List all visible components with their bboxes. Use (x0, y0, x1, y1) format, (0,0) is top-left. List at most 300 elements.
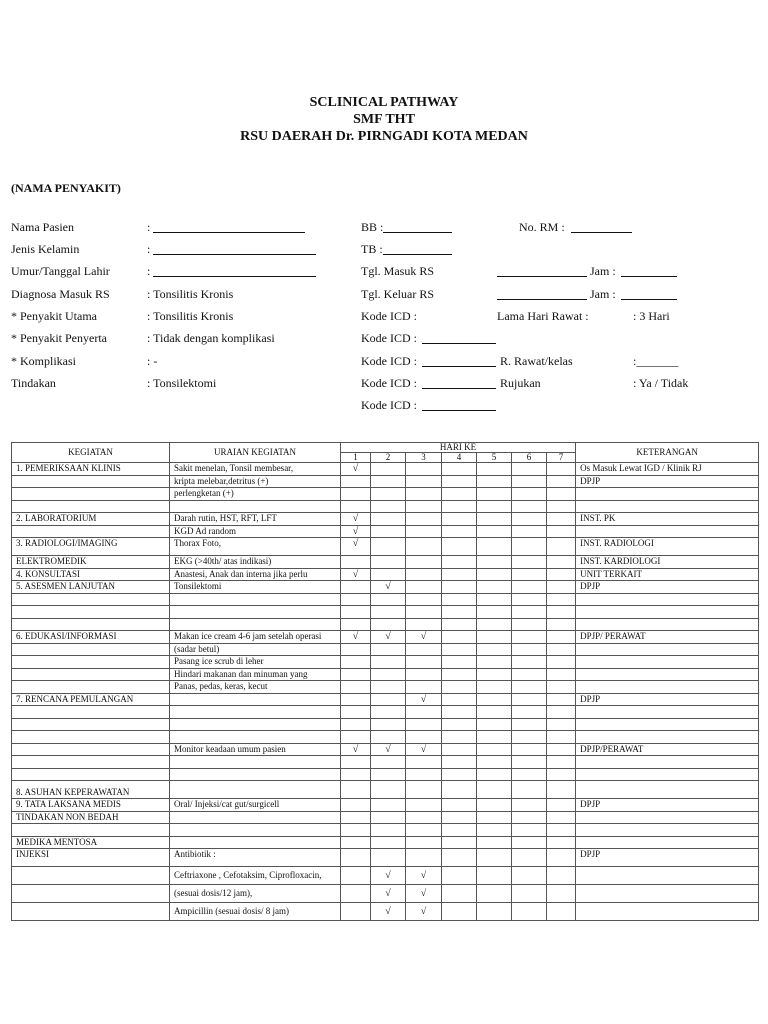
day-cell[interactable] (547, 656, 576, 669)
check-mark[interactable]: √ (406, 743, 442, 756)
day-cell[interactable] (371, 693, 406, 706)
day-cell[interactable] (442, 836, 477, 849)
check-mark[interactable]: √ (371, 581, 406, 594)
day-cell[interactable] (406, 718, 442, 731)
day-cell[interactable] (406, 731, 442, 744)
day-cell[interactable] (512, 731, 547, 744)
day-cell[interactable] (406, 849, 442, 867)
day-cell[interactable] (406, 475, 442, 488)
field-tgl-masuk[interactable] (497, 276, 587, 277)
day-cell[interactable] (512, 568, 547, 581)
kegiatan-cell (12, 743, 170, 756)
day-cell[interactable] (512, 581, 547, 594)
day-cell[interactable] (512, 538, 547, 556)
day-cell[interactable] (371, 811, 406, 824)
day-cell[interactable] (341, 706, 371, 719)
day-cell[interactable] (512, 799, 547, 812)
day-cell[interactable] (547, 606, 576, 619)
day-cell[interactable] (442, 593, 477, 606)
uraian-cell: kripta melebar,detritus (+) (170, 475, 341, 488)
day-cell[interactable] (477, 811, 512, 824)
day-cell[interactable] (547, 681, 576, 694)
day-cell[interactable] (406, 681, 442, 694)
day-cell[interactable] (442, 799, 477, 812)
day-cell[interactable] (406, 618, 442, 631)
field-jam-masuk[interactable] (621, 276, 677, 277)
day-cell[interactable] (406, 811, 442, 824)
day-cell[interactable] (341, 811, 371, 824)
day-cell[interactable] (512, 618, 547, 631)
day-cell[interactable] (477, 475, 512, 488)
day-cell[interactable] (341, 849, 371, 867)
day-cell[interactable] (442, 538, 477, 556)
uraian-cell: Sakit menelan, Tonsil membesar, (170, 463, 341, 476)
table-row (12, 556, 759, 569)
day-cell[interactable] (442, 568, 477, 581)
day-cell[interactable] (477, 836, 512, 849)
day-cell[interactable] (371, 706, 406, 719)
check-mark[interactable]: √ (406, 631, 442, 644)
pathway-table-body (12, 463, 759, 921)
table-row (12, 781, 759, 799)
day-cell[interactable] (371, 643, 406, 656)
day-cell[interactable] (406, 500, 442, 513)
day-cell[interactable] (371, 556, 406, 569)
uraian-cell: Anastesi, Anak dan interna jika perlu (170, 568, 341, 581)
day-cell[interactable] (477, 849, 512, 867)
day-cell[interactable] (406, 824, 442, 837)
uraian-cell: Darah rutin, HST, RFT, LFT (170, 513, 341, 526)
day-cell[interactable] (406, 463, 442, 476)
day-cell[interactable] (477, 643, 512, 656)
day-cell[interactable] (547, 568, 576, 581)
day-cell[interactable] (512, 681, 547, 694)
day-cell[interactable] (442, 556, 477, 569)
day-cell[interactable] (547, 593, 576, 606)
day-cell[interactable] (512, 475, 547, 488)
day-cell[interactable] (512, 513, 547, 526)
day-cell[interactable] (406, 556, 442, 569)
day-cell[interactable] (371, 500, 406, 513)
uraian-cell: Thorax Foto, (170, 538, 341, 556)
check-mark[interactable]: √ (406, 885, 442, 903)
day-cell[interactable] (442, 643, 477, 656)
day-cell[interactable] (477, 706, 512, 719)
day-cell[interactable] (547, 693, 576, 706)
day-cell[interactable] (477, 593, 512, 606)
day-cell[interactable] (371, 799, 406, 812)
day-cell[interactable] (341, 488, 371, 501)
day-cell[interactable] (406, 525, 442, 538)
field-tb[interactable] (383, 254, 452, 255)
value-tindakan: : Tonsilektomi (147, 376, 217, 390)
field-umur[interactable] (153, 276, 316, 277)
kegiatan-cell (12, 718, 170, 731)
kegiatan-cell (12, 885, 170, 903)
table-row (12, 824, 759, 837)
day-cell[interactable] (547, 811, 576, 824)
day-cell[interactable] (547, 756, 576, 769)
day-cell[interactable] (341, 500, 371, 513)
day-cell[interactable] (547, 581, 576, 594)
keterangan-cell: DPJP (576, 849, 759, 867)
check-mark[interactable]: √ (406, 903, 442, 921)
day-cell[interactable] (547, 643, 576, 656)
day-cell[interactable] (477, 824, 512, 837)
label-nama-pasien: Nama Pasien (11, 220, 74, 234)
field-no-rm[interactable] (571, 232, 632, 233)
label-kode-icd-3: Kode ICD : (361, 354, 417, 368)
field-tgl-keluar[interactable] (497, 299, 587, 300)
day-cell[interactable] (547, 836, 576, 849)
check-mark[interactable]: √ (341, 568, 371, 581)
day-cell[interactable] (371, 781, 406, 799)
day-cell[interactable] (547, 475, 576, 488)
day-cell[interactable] (341, 756, 371, 769)
uraian-cell: Oral/ Injeksi/cat gut/surgicell (170, 799, 341, 812)
day-cell[interactable] (477, 718, 512, 731)
day-cell[interactable] (512, 811, 547, 824)
day-cell[interactable] (341, 475, 371, 488)
day-cell[interactable] (371, 836, 406, 849)
check-mark[interactable]: √ (371, 631, 406, 644)
day-cell[interactable] (406, 768, 442, 781)
keterangan-cell: INST. KARDIOLOGI (576, 556, 759, 569)
day-cell[interactable] (442, 525, 477, 538)
uraian-cell (170, 731, 341, 744)
day-cell[interactable] (371, 718, 406, 731)
day-cell[interactable] (442, 903, 477, 921)
day-cell[interactable] (442, 513, 477, 526)
day-cell[interactable] (406, 513, 442, 526)
day-cell[interactable] (547, 706, 576, 719)
table-row (12, 768, 759, 781)
keterangan-cell (576, 681, 759, 694)
day-cell[interactable] (341, 768, 371, 781)
day-cell[interactable] (341, 581, 371, 594)
day-cell[interactable] (547, 525, 576, 538)
day-cell[interactable] (442, 693, 477, 706)
day-cell[interactable] (512, 693, 547, 706)
day-cell[interactable] (442, 631, 477, 644)
day-cell[interactable] (512, 463, 547, 476)
field-kode-icd-4[interactable] (422, 388, 496, 389)
day-cell[interactable] (442, 581, 477, 594)
day-cell[interactable] (371, 618, 406, 631)
keterangan-cell (576, 525, 759, 538)
day-cell[interactable] (477, 885, 512, 903)
day-cell[interactable] (547, 731, 576, 744)
day-cell[interactable] (477, 525, 512, 538)
day-cell[interactable] (442, 743, 477, 756)
day-cell[interactable] (371, 768, 406, 781)
label-jam-keluar: Jam : (590, 287, 616, 301)
day-cell[interactable] (477, 768, 512, 781)
day-cell[interactable] (547, 718, 576, 731)
day-cell[interactable] (341, 799, 371, 812)
table-row (12, 885, 759, 903)
day-cell[interactable] (547, 799, 576, 812)
day-cell[interactable] (547, 488, 576, 501)
day-cell[interactable] (477, 618, 512, 631)
check-mark[interactable]: √ (341, 463, 371, 476)
day-cell[interactable] (512, 500, 547, 513)
day-cell[interactable] (477, 568, 512, 581)
field-bb[interactable] (383, 232, 452, 233)
field-kode-icd-3[interactable] (422, 366, 496, 367)
day-cell[interactable] (512, 488, 547, 501)
day-cell[interactable] (547, 631, 576, 644)
label-umur: Umur/Tanggal Lahir (11, 264, 110, 278)
day-cell[interactable] (512, 668, 547, 681)
day-cell[interactable] (477, 631, 512, 644)
day-cell[interactable] (371, 488, 406, 501)
day-cell[interactable] (406, 706, 442, 719)
header-day: 1 (341, 453, 371, 463)
day-cell[interactable] (477, 681, 512, 694)
day-cell[interactable] (371, 731, 406, 744)
check-mark[interactable]: √ (341, 525, 371, 538)
day-cell[interactable] (442, 488, 477, 501)
day-cell[interactable] (341, 656, 371, 669)
day-cell[interactable] (512, 824, 547, 837)
day-cell[interactable] (341, 718, 371, 731)
keterangan-cell (576, 643, 759, 656)
day-cell[interactable] (442, 824, 477, 837)
day-cell[interactable] (341, 593, 371, 606)
day-cell[interactable] (547, 500, 576, 513)
table-row (12, 631, 759, 644)
day-cell[interactable] (406, 581, 442, 594)
day-cell[interactable] (477, 538, 512, 556)
day-cell[interactable] (371, 568, 406, 581)
day-cell[interactable] (477, 463, 512, 476)
day-cell[interactable] (406, 756, 442, 769)
table-row (12, 756, 759, 769)
day-cell[interactable] (406, 836, 442, 849)
day-cell[interactable] (406, 643, 442, 656)
check-mark[interactable]: √ (371, 867, 406, 885)
day-cell[interactable] (477, 513, 512, 526)
day-cell[interactable] (341, 867, 371, 885)
day-cell[interactable] (341, 668, 371, 681)
day-cell[interactable] (477, 756, 512, 769)
day-cell[interactable] (442, 885, 477, 903)
day-cell[interactable] (341, 781, 371, 799)
day-cell[interactable] (442, 731, 477, 744)
day-cell[interactable] (341, 693, 371, 706)
day-cell[interactable] (547, 668, 576, 681)
day-cell[interactable] (547, 903, 576, 921)
day-cell[interactable] (477, 556, 512, 569)
day-cell[interactable] (442, 811, 477, 824)
day-cell[interactable] (512, 643, 547, 656)
day-cell[interactable] (406, 668, 442, 681)
field-kode-icd-2[interactable] (422, 343, 496, 344)
field-nama-pasien[interactable] (153, 232, 305, 233)
table-row (12, 525, 759, 538)
day-cell[interactable] (477, 781, 512, 799)
day-cell[interactable] (547, 538, 576, 556)
check-mark[interactable]: √ (341, 513, 371, 526)
check-mark[interactable]: √ (371, 743, 406, 756)
day-cell[interactable] (442, 500, 477, 513)
day-cell[interactable] (547, 556, 576, 569)
day-cell[interactable] (512, 756, 547, 769)
day-cell[interactable] (341, 556, 371, 569)
day-cell[interactable] (442, 681, 477, 694)
day-cell[interactable] (406, 781, 442, 799)
day-cell[interactable] (512, 768, 547, 781)
day-cell[interactable] (477, 656, 512, 669)
day-cell[interactable] (371, 593, 406, 606)
day-cell[interactable] (512, 631, 547, 644)
day-cell[interactable] (341, 618, 371, 631)
day-cell[interactable] (512, 656, 547, 669)
kegiatan-cell: MEDIKA MENTOSA (12, 836, 170, 849)
day-cell[interactable] (477, 903, 512, 921)
day-cell[interactable] (512, 867, 547, 885)
day-cell[interactable] (406, 656, 442, 669)
day-cell[interactable] (371, 824, 406, 837)
day-cell[interactable] (512, 885, 547, 903)
day-cell[interactable] (371, 756, 406, 769)
day-cell[interactable] (406, 799, 442, 812)
day-cell[interactable] (371, 656, 406, 669)
field-jam-keluar[interactable] (621, 299, 677, 300)
day-cell[interactable] (371, 538, 406, 556)
day-cell[interactable] (341, 903, 371, 921)
day-cell[interactable] (547, 743, 576, 756)
check-mark[interactable]: √ (341, 538, 371, 556)
day-cell[interactable] (341, 681, 371, 694)
day-cell[interactable] (406, 593, 442, 606)
day-cell[interactable] (371, 606, 406, 619)
day-cell[interactable] (442, 781, 477, 799)
check-mark[interactable]: √ (371, 885, 406, 903)
day-cell[interactable] (442, 656, 477, 669)
day-cell[interactable] (442, 475, 477, 488)
value-komplikasi: : - (147, 354, 158, 368)
day-cell[interactable] (341, 643, 371, 656)
day-cell[interactable] (512, 781, 547, 799)
day-cell[interactable] (341, 836, 371, 849)
table-row (12, 681, 759, 694)
check-mark[interactable]: √ (341, 743, 371, 756)
kegiatan-cell (12, 618, 170, 631)
keterangan-cell (576, 867, 759, 885)
day-cell[interactable] (477, 799, 512, 812)
day-cell[interactable] (512, 743, 547, 756)
day-cell[interactable] (477, 488, 512, 501)
header-day: 2 (371, 453, 406, 463)
day-cell[interactable] (477, 606, 512, 619)
kegiatan-cell (12, 500, 170, 513)
day-cell[interactable] (512, 556, 547, 569)
day-cell[interactable] (547, 781, 576, 799)
day-cell[interactable] (442, 756, 477, 769)
day-cell[interactable] (442, 867, 477, 885)
keterangan-cell (576, 656, 759, 669)
field-kode-icd-5[interactable] (422, 410, 496, 411)
uraian-cell: (sesuai dosis/12 jam), (170, 885, 341, 903)
check-mark[interactable]: √ (341, 631, 371, 644)
day-cell[interactable] (341, 606, 371, 619)
day-cell[interactable] (477, 743, 512, 756)
day-cell[interactable] (371, 513, 406, 526)
keterangan-cell (576, 500, 759, 513)
day-cell[interactable] (512, 718, 547, 731)
day-cell[interactable] (512, 706, 547, 719)
day-cell[interactable] (512, 836, 547, 849)
day-cell[interactable] (442, 668, 477, 681)
day-cell[interactable] (477, 581, 512, 594)
day-cell[interactable] (442, 768, 477, 781)
day-cell[interactable] (406, 488, 442, 501)
day-cell[interactable] (547, 867, 576, 885)
header-uraian: URAIAN KEGIATAN (170, 443, 341, 463)
field-jenis-kelamin[interactable] (153, 254, 316, 255)
day-cell[interactable] (442, 463, 477, 476)
day-cell[interactable] (442, 849, 477, 867)
day-cell[interactable] (341, 731, 371, 744)
check-mark[interactable]: √ (371, 903, 406, 921)
day-cell[interactable] (547, 768, 576, 781)
day-cell[interactable] (477, 668, 512, 681)
day-cell[interactable] (512, 849, 547, 867)
header-day: 5 (477, 453, 512, 463)
day-cell[interactable] (406, 606, 442, 619)
day-cell[interactable] (442, 706, 477, 719)
day-cell[interactable] (547, 849, 576, 867)
table-row (12, 668, 759, 681)
day-cell[interactable] (512, 593, 547, 606)
table-row (12, 693, 759, 706)
day-cell[interactable] (547, 885, 576, 903)
colon-jenis-kelamin: : (147, 242, 151, 256)
day-cell[interactable] (371, 668, 406, 681)
uraian-cell: Pasang ice scrub di leher (170, 656, 341, 669)
day-cell[interactable] (547, 824, 576, 837)
day-cell[interactable] (442, 618, 477, 631)
check-mark[interactable]: √ (406, 693, 442, 706)
day-cell[interactable] (406, 568, 442, 581)
day-cell[interactable] (371, 681, 406, 694)
table-row (12, 463, 759, 476)
day-cell[interactable] (442, 718, 477, 731)
day-cell[interactable] (371, 525, 406, 538)
day-cell[interactable] (442, 606, 477, 619)
day-cell[interactable] (371, 475, 406, 488)
day-cell[interactable] (371, 463, 406, 476)
day-cell[interactable] (547, 618, 576, 631)
day-cell[interactable] (477, 731, 512, 744)
day-cell[interactable] (371, 849, 406, 867)
day-cell[interactable] (477, 867, 512, 885)
day-cell[interactable] (477, 500, 512, 513)
day-cell[interactable] (512, 606, 547, 619)
check-mark[interactable]: √ (406, 867, 442, 885)
day-cell[interactable] (341, 824, 371, 837)
day-cell[interactable] (512, 525, 547, 538)
day-cell[interactable] (547, 463, 576, 476)
day-cell[interactable] (512, 903, 547, 921)
day-cell[interactable] (547, 513, 576, 526)
day-cell[interactable] (477, 693, 512, 706)
day-cell[interactable] (406, 538, 442, 556)
table-row (12, 568, 759, 581)
day-cell[interactable] (341, 885, 371, 903)
